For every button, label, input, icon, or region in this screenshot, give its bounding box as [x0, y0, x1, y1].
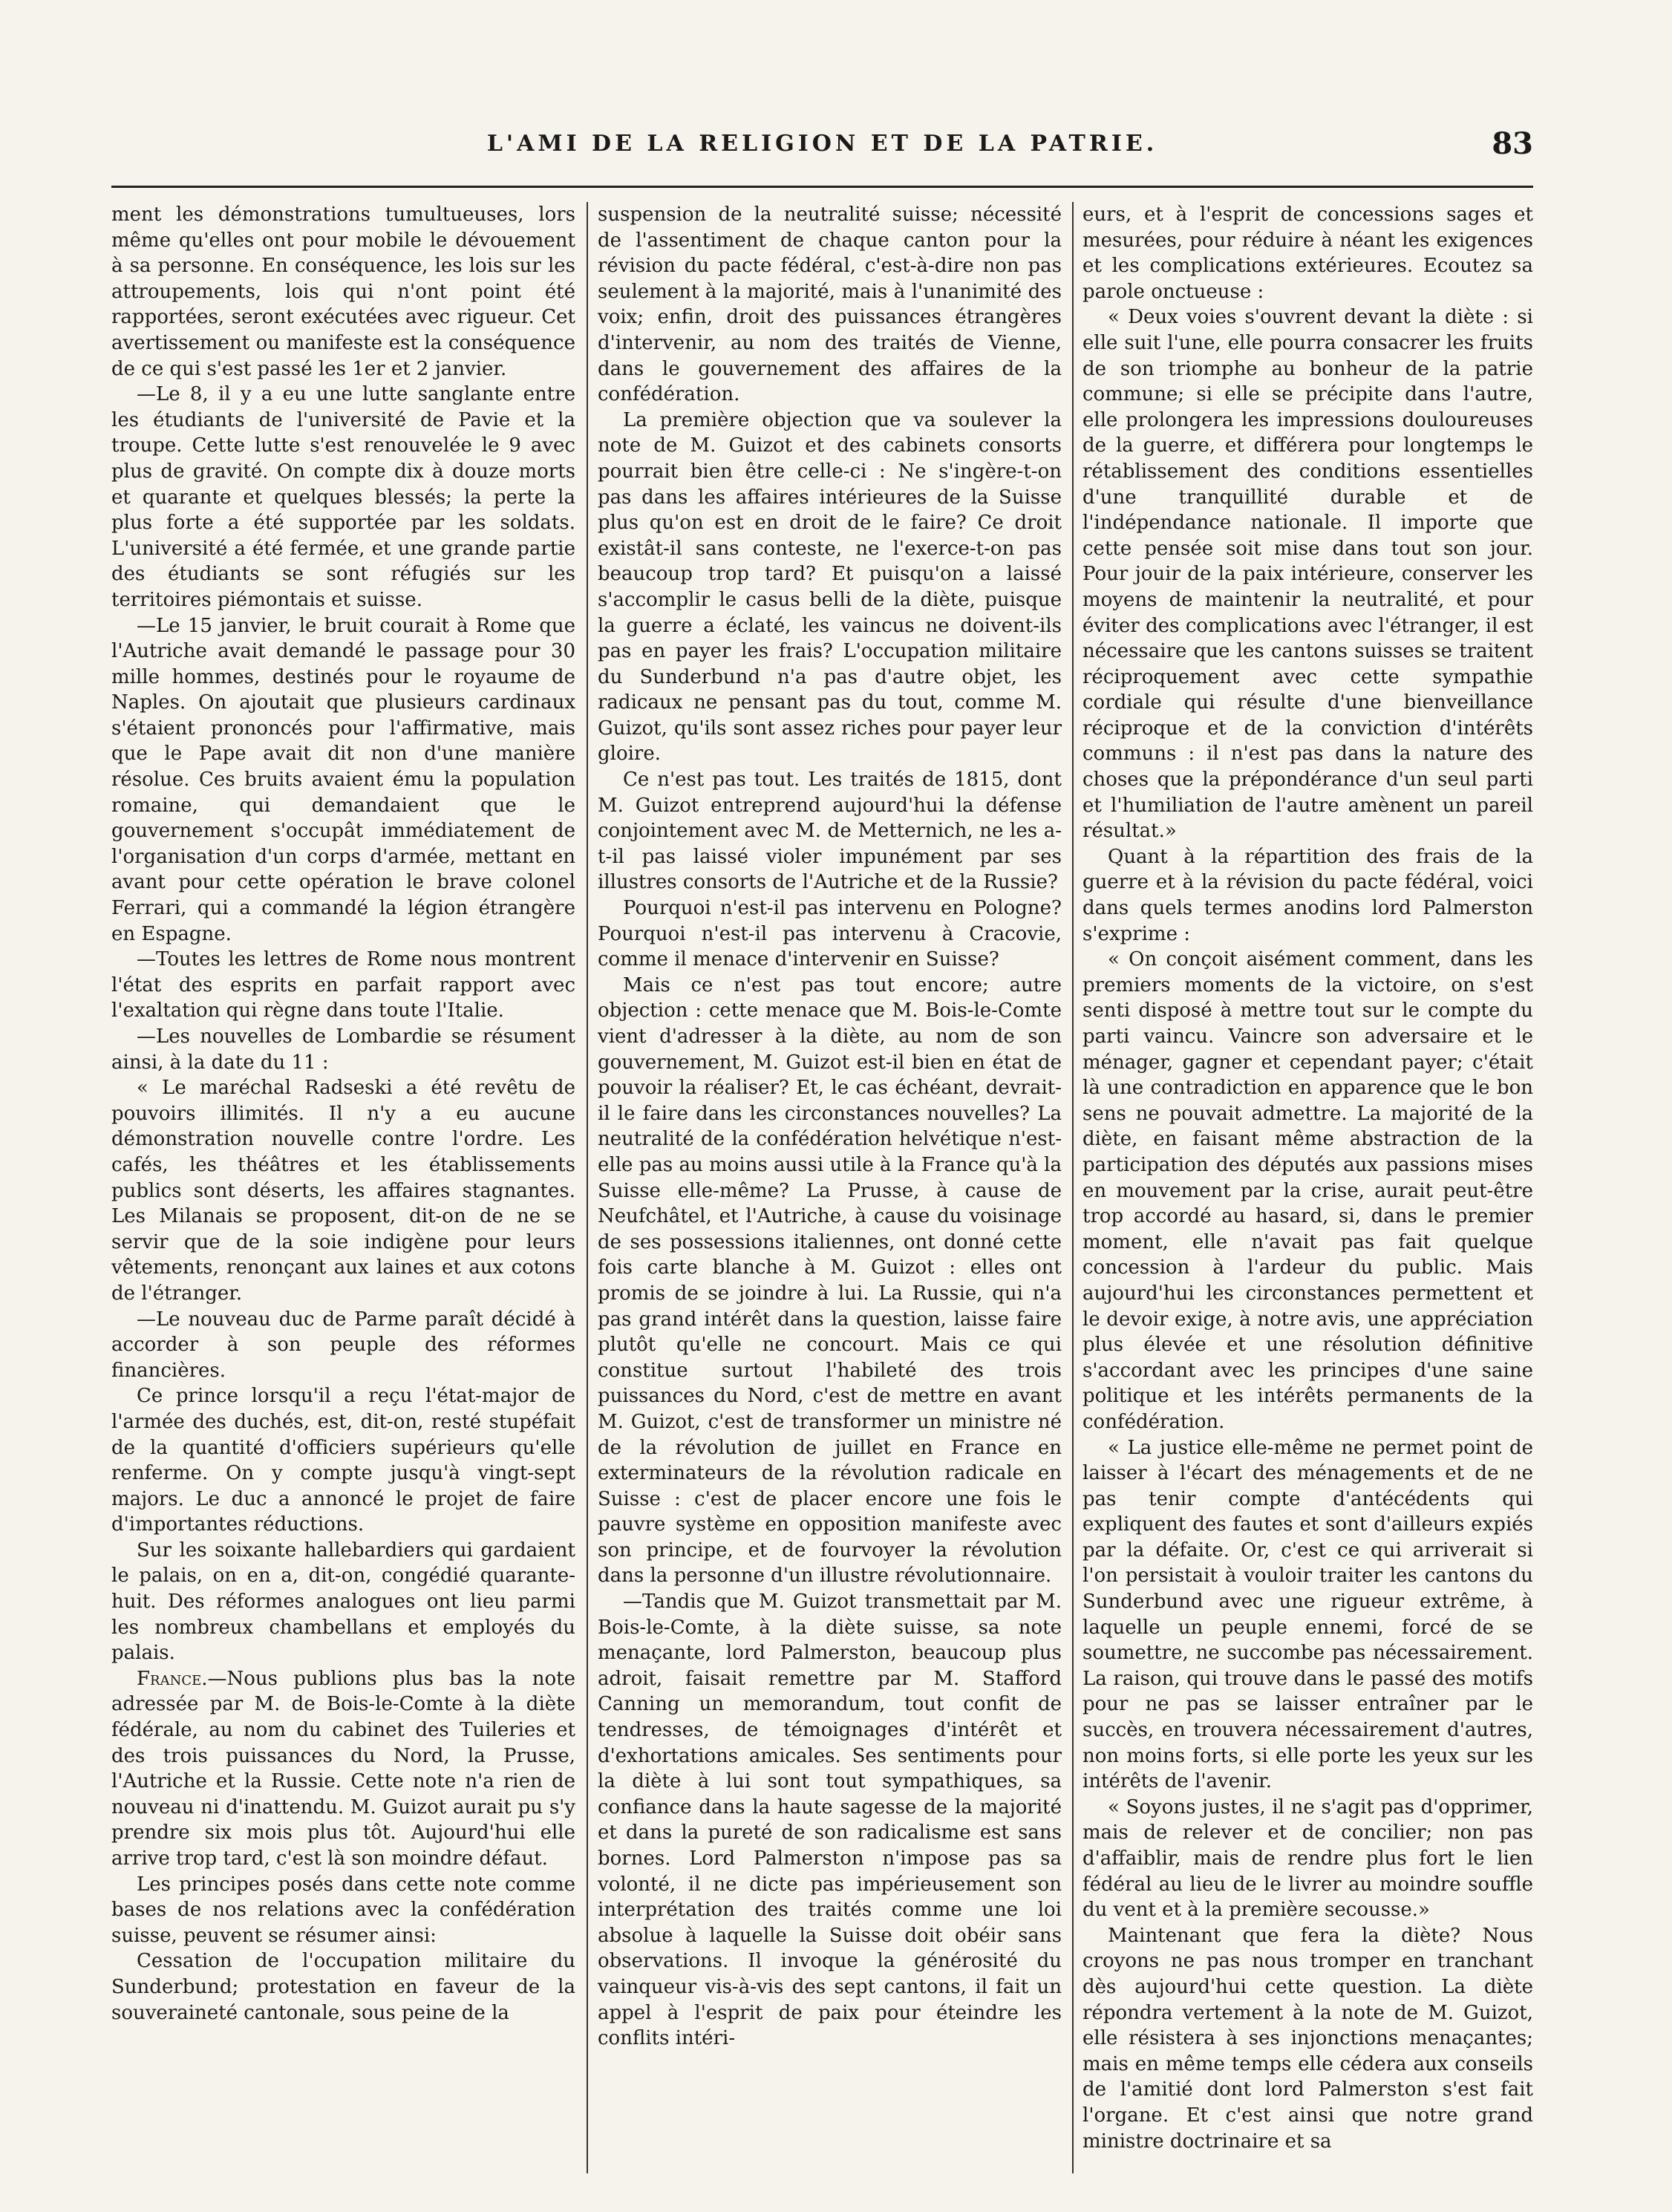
paragraph-text: ment les démonstrations tumultueuses, lors même qu'elles ont pour mobile le dévouement à sa personne. En conséquence, les lois sur les attroupements, lois qui n'ont point été rapportées, seront exécutées avec rigueur. Cet avertissement ou manifeste est la conséquence de ce qui s'est passé les 1er et 2 janvier.	[111, 203, 575, 380]
article-paragraph	[111, 1024, 575, 1075]
column-1	[111, 202, 575, 2177]
article-paragraph	[111, 1872, 575, 1949]
paragraph-text: Ce n'est pas tout. Les traités de 1815, dont M. Guizot entreprend aujourd'hui la défense conjointement avec M. de Metternich, ne les a-t-il pas laissé violer impunément par ses illustres consorts de l'Autriche et de la Russie?	[598, 769, 1062, 894]
article-paragraph	[111, 947, 575, 1024]
paragraph-text: Cessation de l'occupation militaire du Sunderbund; protestation en faveur de la souveraineté cantonale, sous peine de la	[111, 1950, 575, 2024]
article-paragraph	[111, 202, 575, 382]
article-paragraph	[111, 1307, 575, 1384]
paragraph-text: Ce prince lorsqu'il a reçu l'état-major de l'armée des duchés, est, dit-on, resté stupéfait de la quantité d'officiers supérieurs qu'elle renferme. On y compte jusqu'à vingt-sept majors. Le duc a annoncé le projet de faire d'importantes réductions.	[111, 1385, 575, 1536]
paragraph-text: —Toutes les lettres de Rome nous montrent l'état des esprits en parfait rapport avec l'exaltation qui règne dans toute l'Italie.	[111, 948, 575, 1022]
paragraph-text: « On conçoit aisément comment, dans les premiers moments de la victoire, on s'est senti disposé à mettre tout sur le compte du parti vaincu. Vaincre son adversaire et le ménager, gagner et cependant payer; c'était là une contradiction en apparence que le bon sens ne pouvait admettre. La majorité de la diète, en faisant même abstraction de la participation des députés aux passions mises en mouvement par la crise, aurait peut-être trop accordé au hasard, si, dans le premier moment, elle n'avait pas fait quelque concession à l'ardeur du public. Mais aujourd'hui les circonstances permettent et le devoir exige, à notre avis, une appréciation plus élevée et une résolution définitive s'accordant avec les principes d'une saine politique et les intérêts permanents de la confédération.	[1082, 948, 1533, 1433]
article-paragraph	[1082, 202, 1533, 304]
paragraph-text: Maintenant que fera la diète? Nous croyons ne pas nous tromper en tranchant dès aujourd'hui cette question. La diète répondra vertement à la note de M. Guizot, elle résistera à ses injonctions menaçantes; mais en même temps elle cédera aux conseils de l'amitié dont lord Palmerston s'est fait l'organe. Et c'est ainsi que notre grand ministre doctrinaire et sa	[1082, 1924, 1533, 2153]
article-paragraph	[1082, 1923, 1533, 2154]
paragraph-text: Pourquoi n'est-il pas intervenu en Pologne? Pourquoi n'est-il pas intervenu à Cracovie, comme il menace d'intervenir en Suisse?	[598, 897, 1062, 971]
page-header	[111, 126, 1533, 171]
article-paragraph	[598, 1589, 1062, 2052]
paragraph-text: —Tandis que M. Guizot transmettait par M. Bois-le-Comte, à la diète suisse, sa note menaçante, lord Palmerston, beaucoup plus adroit, faisait remettre par M. Stafford Canning un memorandum, tout confit de tendresses, de témoignages d'intérêt et d'exhortations amicales. Ses sentiments pour la diète à lui sont tout sympathiques, sa confiance dans la haute sagesse de la majorité et dans la pureté de son radicalisme est sans bornes. Lord Palmerston n'impose pas sa volonté, il ne dicte pas impérieusement son interprétation des traités comme une loi absolue à laquelle la Suisse doit obéir sans observations. Il invoque la générosité du vainqueur vis-à-vis des sept cantons, il fait un appel à l'esprit de paix pour éteindre les conflits intéri-	[598, 1591, 1062, 2050]
header-rule	[111, 186, 1533, 188]
paragraph-text: suspension de la neutralité suisse; nécessité de l'assentiment de chaque canton pour la révision du pacte fédéral, c'est-à-dire non pas seulement à la majorité, mais à l'unanimité des voix; enfin, droit des puissances étrangères d'intervenir, au nom des traités de Vienne, dans le gouvernement des affaires de la confédération.	[598, 203, 1062, 406]
paragraph-text: —Le 8, il y a eu une lutte sanglante entre les étudiants de l'université de Pavie et la troupe. Cette lutte s'est renouvelée le 9 avec plus de gravité. On compte dix à douze morts et quarante et quelques blessés; la perte la plus forte a été supportée par les soldats. L'université a été fermée, et une grande partie des étudiants se sont réfugiés sur les territoires piémontais et suisse.	[111, 383, 575, 611]
article-paragraph	[111, 1666, 575, 1872]
article-paragraph	[598, 895, 1062, 973]
paragraph-text: Quant à la répartition des frais de la guerre et à la révision du pacte fédéral, voici dans quels termes anodins lord Palmerston s'exprime :	[1082, 845, 1533, 945]
article-paragraph	[111, 1075, 575, 1306]
paragraph-text: Sur les soixante hallebardiers qui gardaient le palais, on en a, dit-on, congédié quarante-huit. Des réformes analogues ont lieu parmi les nombreux chambellans et employés du palais.	[111, 1539, 575, 1665]
article-paragraph	[598, 408, 1062, 767]
paragraph-text: « La justice elle-même ne permet point de laisser à l'écart des ménagements et de ne pas tenir compte d'antécédents qui expliquent des fautes et sont d'ailleurs expiés par la défaite. Or, c'est ce qui arriverait si l'on persistait à vouloir traiter les cantons du Sunderbund avec une rigueur extrême, à laquelle un peuple ennemi, forcé de se soumettre, ne succombe pas nécessairement. La raison, qui trouve dans le passé des motifs pour ne pas se laisser entraîner par le succès, en trouvera nécessairement d'autres, non moins forts, si elle porte les yeux sur les intérêts de l'avenir.	[1082, 1436, 1533, 1793]
column-3	[1082, 202, 1533, 2177]
paragraph-text: « Soyons justes, il ne s'agit pas d'opprimer, mais de relever et de concilier; non pas d'affaiblir, mais de rendre plus fort le lien fédéral au lieu de le livrer au moindre souffle du vent et à la première secousse.»	[1082, 1795, 1533, 1922]
column-2	[598, 202, 1062, 2177]
paragraph-text: —Les nouvelles de Lombardie se résument ainsi, à la date du 11 :	[111, 1025, 575, 1074]
paragraph-text: eurs, et à l'esprit de concessions sages et mesurées, pour réduire à néant les exigences et les complications extérieures. Ecoutez sa parole onctueuse :	[1082, 203, 1533, 303]
article-paragraph	[1082, 1795, 1533, 1923]
article-paragraph	[1082, 947, 1533, 1435]
article-paragraph	[111, 1948, 575, 2026]
paragraph-text: Les principes posés dans cette note comme bases de nos relations avec la confédération suisse, peuvent se résumer ainsi:	[111, 1873, 575, 1947]
article-paragraph	[1082, 1435, 1533, 1795]
page-number: 83	[1492, 126, 1533, 161]
article-paragraph	[1082, 844, 1533, 947]
article-paragraph	[111, 613, 575, 947]
column-rule	[1072, 202, 1074, 2173]
paragraph-text: « Le maréchal Radseski a été revêtu de pouvoirs illimités. Il n'y a eu aucune démonstration nouvelle contre l'ordre. Les cafés, les théâtres et les établissements publics sont déserts, les affaires stagnantes. Les Milanais se proposent, dit-on de ne se servir que de la soie indigène pour leurs vêtements, renonçant aux laines et aux cotons de l'étranger.	[111, 1077, 575, 1305]
article-paragraph	[111, 382, 575, 613]
article-paragraph	[598, 202, 1062, 408]
paragraph-text: —Le nouveau duc de Parme paraît décidé à accorder à son peuple des réformes financières.	[111, 1308, 575, 1382]
paragraph-text: —Le 15 janvier, le bruit courait à Rome que l'Autriche avait demandé le passage pour 30 mille hommes, destinés pour le royaume de Naples. On ajoutait que plusieurs cardinaux s'étaient prononcés pour l'affirmative, mais que le Pape avait dit non d'une manière résolue. Ces bruits avaient ému la population romaine, qui demandaient que le gouvernement s'occupât immédiatement de l'organisation d'un corps d'armée, mettant en avant pour cette opération le brave colonel Ferrari, qui a commandé la légion étrangère en Espagne.	[111, 614, 575, 945]
column-rule	[587, 202, 588, 2173]
paragraph-text: La première objection que va soulever la note de M. Guizot et des cabinets consorts pourrait bien être celle-ci : Ne s'ingère-t-on pas dans les affaires intérieures de la Suisse plus qu'on est en droit de le faire? Ce droit existât-il sans conteste, ne l'exerce-t-on pas beaucoup trop tard? Et puisqu'on a laissé s'accomplir le casus belli de la diète, puisque la guerre a éclaté, les vaincus ne doivent-ils pas en payer les frais? L'occupation militaire du Sunderbund n'a pas d'autre objet, les radicaux ne pensant pas du tout, comme M. Guizot, qu'ils sont assez riches pour payer leur gloire.	[598, 408, 1062, 766]
running-title: L'AMI DE LA RELIGION ET DE LA PATRIE.	[486, 131, 1158, 157]
paragraph-text: « Deux voies s'ouvrent devant la diète : si elle suit l'une, elle pourra consacrer les fruits de son triomphe au bonheur de la patrie commune; si elle se précipite dans l'autre, elle prolongera les impressions douloureuses de la guerre, et différera pour longtemps le rétablissement des conditions essentielles d'une tranquillité durable et de l'indépendance nationale. Il importe que cette pensée soit mise dans tout son jour. Pour jouir de la paix intérieure, conserver les moyens de maintenir la neutralité, et pour éviter des complications avec l'étranger, il est nécessaire que les cantons suisses se traitent réciproquement avec cette sympathie cordiale qui résulte d'une bienveillance réciproque et de la conviction d'intérêts communs : il n'est pas dans la nature des choses que la prépondérance d'un seul parti et l'humiliation de l'autre amènent un pareil résultat.»	[1082, 306, 1533, 843]
article-paragraph	[598, 973, 1062, 1589]
article-paragraph	[111, 1383, 575, 1538]
article-paragraph	[598, 767, 1062, 895]
paragraph-text: Mais ce n'est pas tout encore; autre objection : cette menace que M. Bois-le-Comte vient d'adresser à la diète, au nom de son gouvernement, M. Guizot est-il bien en état de pouvoir la réaliser? Et, le cas échéant, devrait-il le faire dans les circonstances nouvelles? La neutralité de la confédération helvétique n'est-elle pas au moins aussi utile à la France qu'à la Suisse elle-même? La Prusse, à cause de Neufchâtel, et l'Autriche, à cause du voisinage de ses possessions italiennes, ont donné cette fois carte blanche à M. Guizot : elles ont promis de se joindre à lui. La Russie, qui n'a pas grand intérêt dans la question, laisse faire plutôt qu'elle ne concourt. Mais ce qui constitue surtout l'habileté des trois puissances du Nord, c'est de mettre en avant M. Guizot, c'est de transformer un ministre né de la révolution de juillet en France en exterminateurs de la révolution radicale en Suisse : c'est de placer encore une fois le pauvre système en opposition manifeste avec son principe, et de fourvoyer la révolution dans la personne d'un illustre révolutionnaire.	[598, 973, 1062, 1588]
section-lead: France.	[137, 1667, 208, 1690]
article-paragraph	[111, 1538, 575, 1666]
article-paragraph	[1082, 304, 1533, 844]
paragraph-text: —Nous publions plus bas la note adressée par M. de Bois-le-Comte à la diète fédérale, au nom du cabinet des Tuileries et des trois puissances du Nord, la Prusse, l'Autriche et la Russie. Cette note n'a rien de nouveau ni d'inattendu. M. Guizot aurait pu s'y prendre six mois plus tôt. Aujourd'hui elle arrive trop tard, c'est là son moindre défaut.	[111, 1667, 575, 1870]
